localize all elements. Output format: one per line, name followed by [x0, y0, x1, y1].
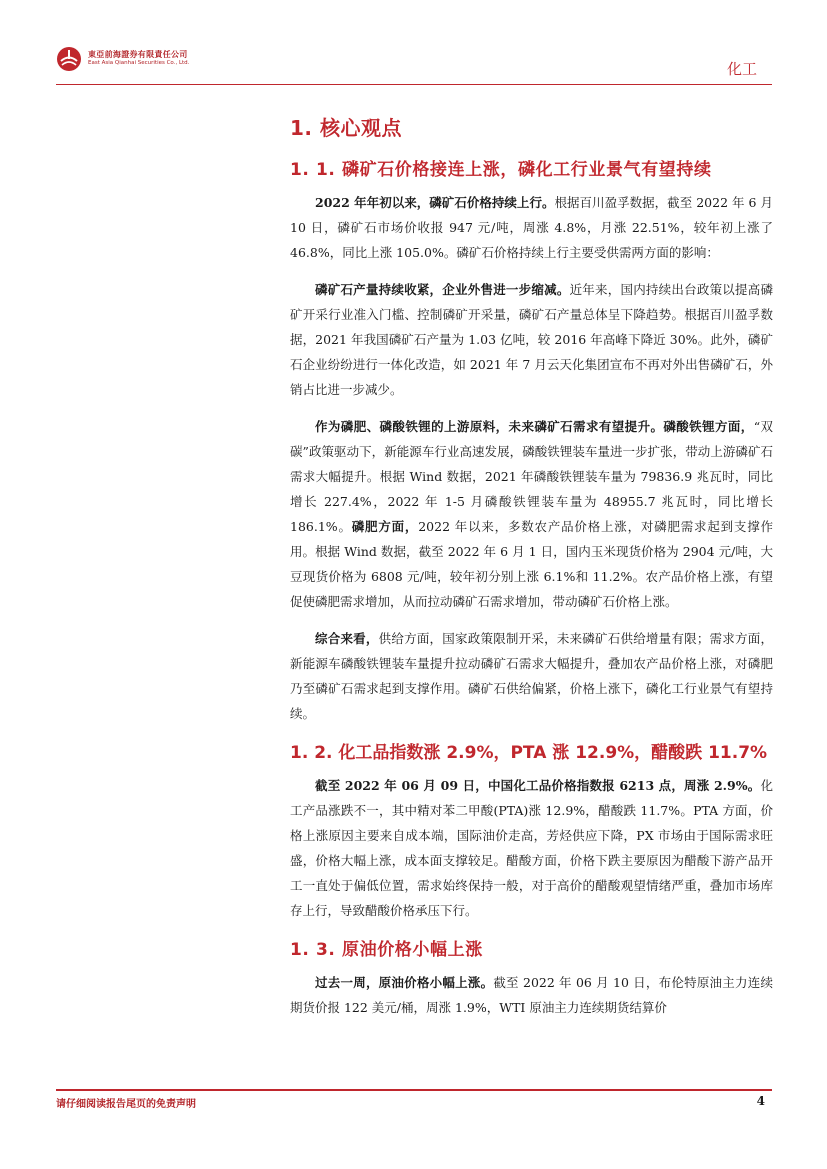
paragraph-text: 近年来，国内持续出台政策以提高磷矿开采行业准入门槛、控制磷矿开采量，磷矿石产量总体呈下降趋势。根据百川盈孚数据，2021 年我国磷矿石产量为 1.03 亿吨，较 2016 年高峰下降近 30%。此外，磷矿石企业纷纷进行一体化改造，如 2021 年 7 月云天化集团宣布不再对外出售磷矿石，外销占比进一步减少。	[290, 282, 773, 397]
footer-disclaimer: 请仔细阅读报告尾页的免责声明	[56, 1099, 196, 1110]
company-logo	[56, 46, 196, 72]
company-name-cn: 東亞前海證券有限責任公司	[88, 50, 188, 59]
page-header	[0, 0, 827, 90]
industry-label: 化工	[726, 60, 757, 78]
page-number: 4	[756, 1094, 765, 1108]
paragraph-lead: 过去一周，原油价格小幅上涨。	[315, 975, 494, 990]
paragraph-crude-oil	[290, 970, 773, 1020]
company-name-en: East Asia Qianhai Securities Co., Ltd.	[88, 60, 190, 66]
paragraph-text: 化工产品涨跌不一，其中精对苯二甲酸(PTA)涨 12.9%，醋酸跌 11.7%。PTA 方面，价格上涨原因主要来自成本端，国际油价走高，芳烃供应下降，PX 市场由于国际需求旺盛，价格大幅上涨，成本面支撑较足。醋酸方面，价格下跌主要原因为醋酸下游产品开工一直处于偏低位置，需求始终保持一般，对于高价的醋酸观望情绪严重，叠加市场库存上行，导致醋酸价格承压下行。	[290, 778, 773, 918]
paragraph-text: 根据百川盈孚数据，截至 2022 年 6 月 10 日，磷矿石市场价收报 947 元/吨，周涨 4.8%，月涨 22.51%，较年初上涨了 46.8%，同比上涨 105.0%。磷矿石价格持续上行主要受供需两方面的影响：	[290, 195, 773, 260]
section-title-1: 1. 核心观点	[290, 116, 402, 140]
section-title-1-1: 1. 1. 磷矿石价格接连上涨，磷化工行业景气有望持续	[290, 160, 712, 180]
paragraph-lead: 2022 年年初以来，磷矿石价格持续上行。	[315, 195, 555, 210]
section-title-1-2: 1. 2. 化工品指数涨 2.9%，PTA 涨 12.9%，醋酸跌 11.7%	[290, 743, 768, 763]
paragraph-lead-2: 磷肥方面，	[351, 519, 419, 534]
paragraph-summary	[290, 626, 773, 726]
paragraph-text-2: 2022 年以来，多数农产品价格上涨，对磷肥需求起到支撑作用。根据 Wind 数据，截至 2022 年 6 月 1 日，国内玉米现货价格为 2904 元/吨，大豆现货价格为 6808 元/吨，较年初分别上涨 6.1%和 11.2%。农产品价格上涨，有望促使磷肥需求增加，从而拉动磷矿石需求增加，带动磷矿石价格上涨。	[290, 519, 773, 609]
paragraph-text: 供给方面，国家政策限制开采，未来磷矿石供给增量有限；需求方面，新能源车磷酸铁锂装车量提升拉动磷矿石需求大幅提升，叠加农产品价格上涨，对磷肥乃至磷矿石需求起到支撑作用。磷矿石供给偏紧，价格上涨下，磷化工行业景气有望持续。	[290, 631, 773, 721]
paragraph-phosphate-price	[290, 190, 773, 265]
paragraph-chem-index	[290, 773, 773, 923]
report-body	[290, 108, 773, 1032]
paragraph-text: “双碳”政策驱动下，新能源车行业高速发展，磷酸铁锂装车量进一步扩张，带动上游磷矿石需求大幅提升。根据 Wind 数据，2021 年磷酸铁锂装车量为 79836.9 兆瓦时，同比增长 227.4%，2022 年 1-5 月磷酸铁锂装车量为 48955.7 兆瓦时，同比增长 186.1%。	[290, 419, 773, 534]
footer-divider	[56, 1089, 772, 1091]
paragraph-demand	[290, 414, 773, 614]
paragraph-lead: 综合来看，	[315, 631, 379, 646]
section-title-1-3: 1. 3. 原油价格小幅上涨	[290, 940, 483, 960]
paragraph-supply	[290, 277, 773, 402]
paragraph-lead: 作为磷肥、磷酸铁锂的上游原料，未来磷矿石需求有望提升。磷酸铁锂方面，	[315, 419, 754, 434]
paragraph-lead: 磷矿石产量持续收紧，企业外售进一步缩减。	[315, 282, 570, 297]
paragraph-text: 截至 2022 年 06 月 10 日，布伦特原油主力连续期货价报 122 美元/桶，周涨 1.9%，WTI 原油主力连续期货结算价	[290, 975, 773, 1015]
paragraph-lead: 截至 2022 年 06 月 09 日，中国化工品价格指数报 6213 点，周涨 2.9%。	[315, 778, 761, 793]
header-divider	[56, 84, 772, 85]
logo-mark-icon	[56, 46, 82, 72]
